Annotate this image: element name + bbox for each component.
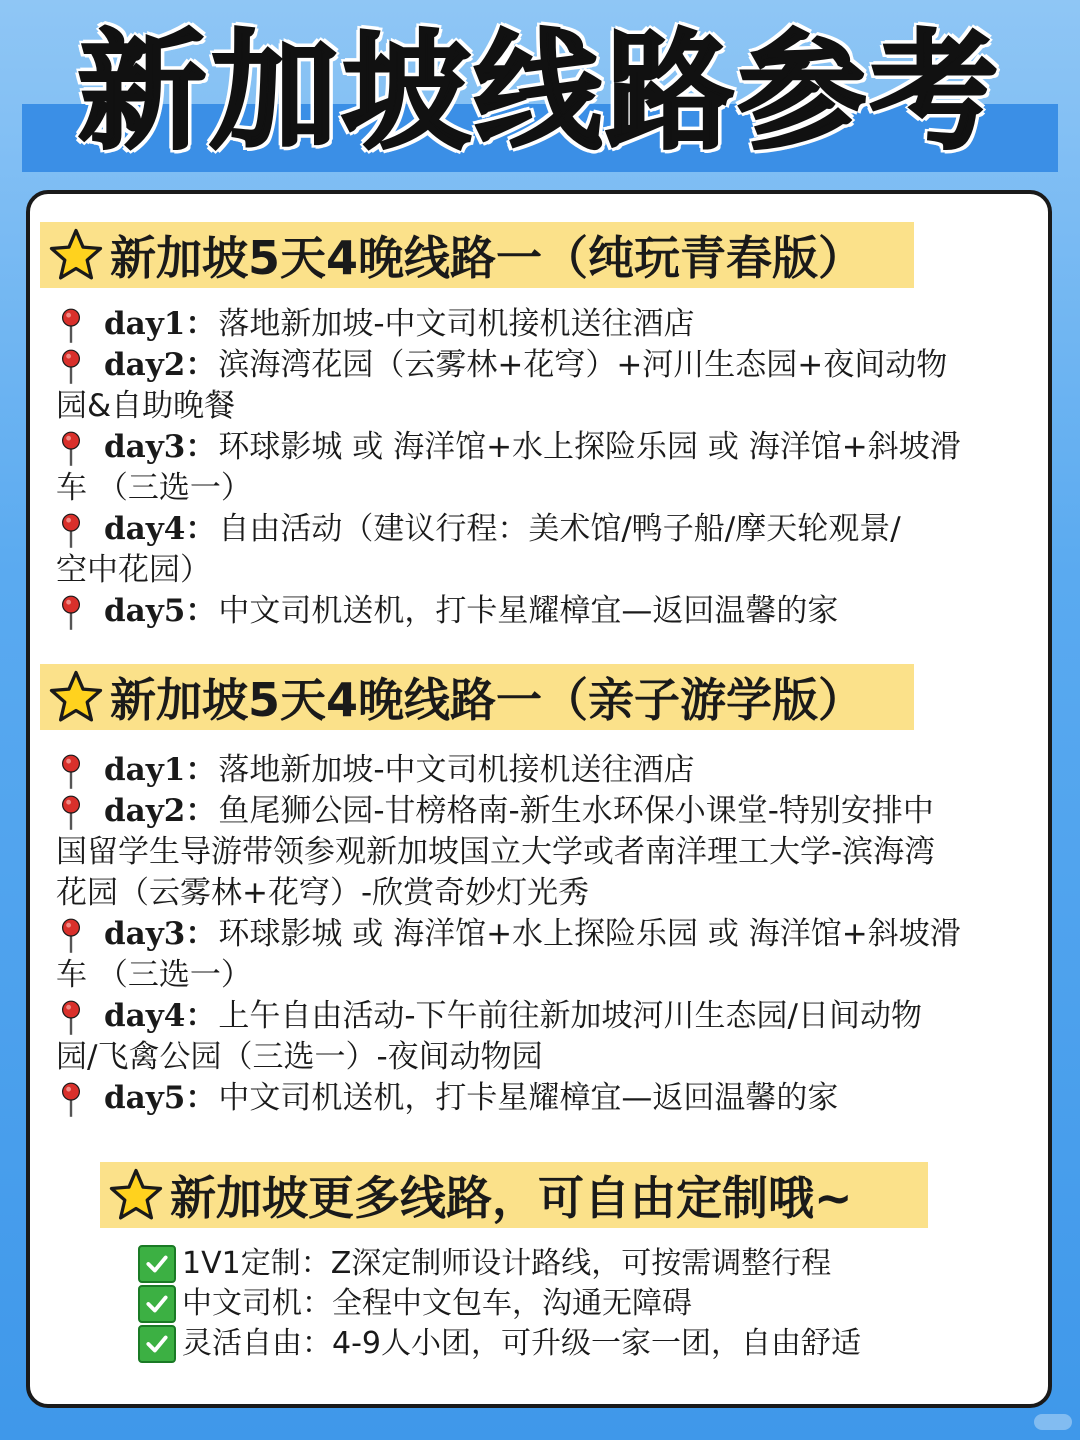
section-heading-3 <box>100 1162 928 1228</box>
pin-icon <box>58 349 84 385</box>
day-label: day5： <box>104 593 217 629</box>
list-item <box>56 345 1028 386</box>
check-icon <box>138 1325 176 1363</box>
day-text-continued: 园&自助晚餐 <box>56 388 236 424</box>
list-item <box>56 509 1028 550</box>
pin-icon <box>58 1082 84 1118</box>
day-text: 中文司机送机，打卡星耀樟宜—返回温馨的家 <box>218 593 839 629</box>
day-label: day4： <box>104 511 217 547</box>
pin-icon <box>58 513 84 549</box>
list-item <box>56 591 1028 632</box>
list-item <box>138 1324 861 1364</box>
pin-icon <box>58 795 84 831</box>
star-icon <box>108 1167 164 1223</box>
check-icon <box>138 1285 176 1323</box>
day-label: day3： <box>104 429 217 465</box>
day-text: 落地新加坡-中文司机接机送往酒店 <box>218 306 695 342</box>
day-label: day1： <box>104 752 217 788</box>
day-text: 落地新加坡-中文司机接机送往酒店 <box>218 752 695 788</box>
section-heading-2 <box>40 664 914 730</box>
route-list-1 <box>56 304 1028 632</box>
section-heading-text: 新加坡5天4晚线路一（亲子游学版） <box>110 673 865 727</box>
day-text-continued: 花园（云雾林+花穹）-欣赏奇妙灯光秀 <box>56 875 590 911</box>
star-icon <box>48 669 104 725</box>
list-item <box>56 750 1028 791</box>
day-text-continued: 园/飞禽公园（三选一）-夜间动物园 <box>56 1039 543 1075</box>
list-item <box>56 996 1028 1037</box>
section-heading-text: 新加坡5天4晚线路一（纯玩青春版） <box>110 231 865 285</box>
pin-icon <box>58 1000 84 1036</box>
day-text: 上午自由活动-下午前往新加坡河川生态园/日间动物 <box>218 998 922 1034</box>
day-label: day4： <box>104 998 217 1034</box>
section-heading-text: 新加坡更多线路，可自由定制哦~ <box>170 1171 853 1225</box>
feature-text: 中文司机：全程中文包车，沟通无障碍 <box>182 1286 692 1321</box>
list-item <box>138 1244 861 1284</box>
day-label: day2： <box>104 347 217 383</box>
day-text-continued: 空中花园） <box>56 552 211 588</box>
day-text: 环球影城 或 海洋馆+水上探险乐园 或 海洋馆+斜坡滑 <box>218 916 961 952</box>
day-text: 鱼尾狮公园-甘榜格南-新生水环保小课堂-特别安排中 <box>218 793 934 829</box>
day-text: 自由活动（建议行程：美术馆/鸭子船/摩天轮观景/ <box>218 511 901 547</box>
day-text: 滨海湾花园（云雾林+花穹）+河川生态园+夜间动物 <box>218 347 948 383</box>
feature-list <box>138 1244 861 1364</box>
day-text: 中文司机送机，打卡星耀樟宜—返回温馨的家 <box>218 1080 839 1116</box>
feature-text: 灵活自由：4-9人小团，可升级一家一团，自由舒适 <box>182 1326 861 1361</box>
page-title: 新加坡线路参考 <box>77 18 1002 167</box>
route-list-2 <box>56 750 1028 1119</box>
feature-text: 1V1定制：Z深定制师设计路线，可按需调整行程 <box>182 1246 832 1281</box>
pin-icon <box>58 308 84 344</box>
list-item <box>56 791 1028 832</box>
pin-icon <box>58 918 84 954</box>
watermark-logo <box>1034 1414 1072 1430</box>
pin-icon <box>58 431 84 467</box>
list-item <box>56 304 1028 345</box>
star-icon <box>48 227 104 283</box>
day-label: day5： <box>104 1080 217 1116</box>
list-item <box>56 427 1028 468</box>
day-text: 环球影城 或 海洋馆+水上探险乐园 或 海洋馆+斜坡滑 <box>218 429 961 465</box>
day-label: day1： <box>104 306 217 342</box>
list-item <box>56 914 1028 955</box>
day-text-continued: 国留学生导游带领参观新加坡国立大学或者南洋理工大学-滨海湾 <box>56 834 936 870</box>
day-label: day3： <box>104 916 217 952</box>
pin-icon <box>58 595 84 631</box>
day-text-continued: 车 （三选一） <box>56 470 252 506</box>
list-item <box>138 1284 861 1324</box>
pin-icon <box>58 754 84 790</box>
section-heading-1 <box>40 222 914 288</box>
check-icon <box>138 1245 176 1283</box>
day-text-continued: 车 （三选一） <box>56 957 252 993</box>
list-item <box>56 1078 1028 1119</box>
day-label: day2： <box>104 793 217 829</box>
